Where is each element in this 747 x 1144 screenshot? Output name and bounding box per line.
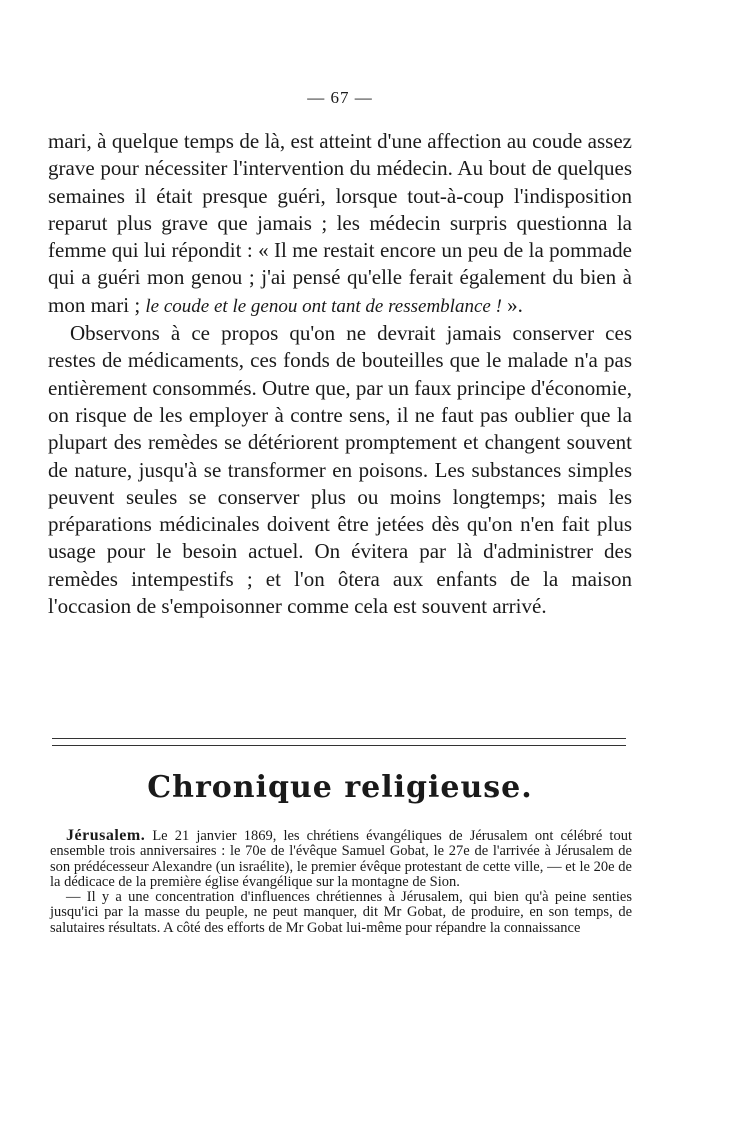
paragraph-1-italic-quote: le coude et le genou ont tant de ressemblance ! bbox=[145, 295, 502, 317]
news-item-1-lead: Jérusalem. bbox=[66, 827, 146, 844]
paragraph-1-text: mari, à quelque temps de là, est atteint d'une affection au coude assez grave pour nécessiter l'intervention du médecin. Au bout de quelques semaines il était presque guéri, lorsque tout-à-coup l'indisposition reparut plus grave que jamais ; les médecin surpris questionna la femme qui lui répondit : « Il me restait encore un peu de la pommade qui a guéri mon genou ; j'ai pensé qu'elle ferait également du bien à mon mari ; bbox=[48, 129, 632, 317]
main-body-text bbox=[48, 128, 632, 620]
news-item-2: — Il y a une concentration d'influences chrétiennes à Jérusalem, qui bien qu'à peine senties jusqu'ici par la masse du peuple, ne peut manquer, dit Mr Gobat, de produire, en son temps, de salutaires résultats. A côté des efforts de Mr Gobat lui-même pour répandre la connaissance bbox=[50, 889, 632, 936]
paragraph-1 bbox=[48, 128, 632, 320]
paragraph-2: Observons à ce propos qu'on ne devrait jamais conserver ces restes de médicaments, ces fonds de bouteilles que le malade n'a pas entièrement consommés. Outre que, par un faux principe d'économie, on risque de les employer à contre sens, il ne faut pas oublier que la plupart des remèdes se détériorent promptement et changent souvent de nature, jusqu'à se transformer en poisons. Les substances simples peuvent seules se conserver plus ou moins longtemps; mais les préparations médicinales doivent être jetées dès qu'on n'en fait plus usage pour le besoin actuel. On évitera par là d'administrer des remèdes intempestifs ; et l'on ôtera aux enfants de la maison l'occasion de s'empoisonner comme cela est souvent arrivé. bbox=[48, 321, 633, 619]
section-title: Chronique religieuse. bbox=[147, 770, 533, 805]
paragraph-1-end: ». bbox=[501, 292, 523, 317]
news-item-1-text: Le 21 janvier 1869, les chrétiens évangéliques de Jérusalem ont célébré tout ensemble trois anniversaires : le 70e de l'évêque Samuel Gobat, le 27e de l'arrivée à Jérusalem de son prédécesseur Alexandre (un israélite), le premier évêque protestant de cette ville, — et le 20e de la dédicace de la première église évangélique sur la montagne de Sion. bbox=[50, 828, 632, 890]
section-divider bbox=[52, 738, 626, 746]
page-number: — 67 — bbox=[307, 88, 373, 107]
news-item-1 bbox=[50, 828, 632, 890]
news-body-text bbox=[50, 828, 632, 936]
